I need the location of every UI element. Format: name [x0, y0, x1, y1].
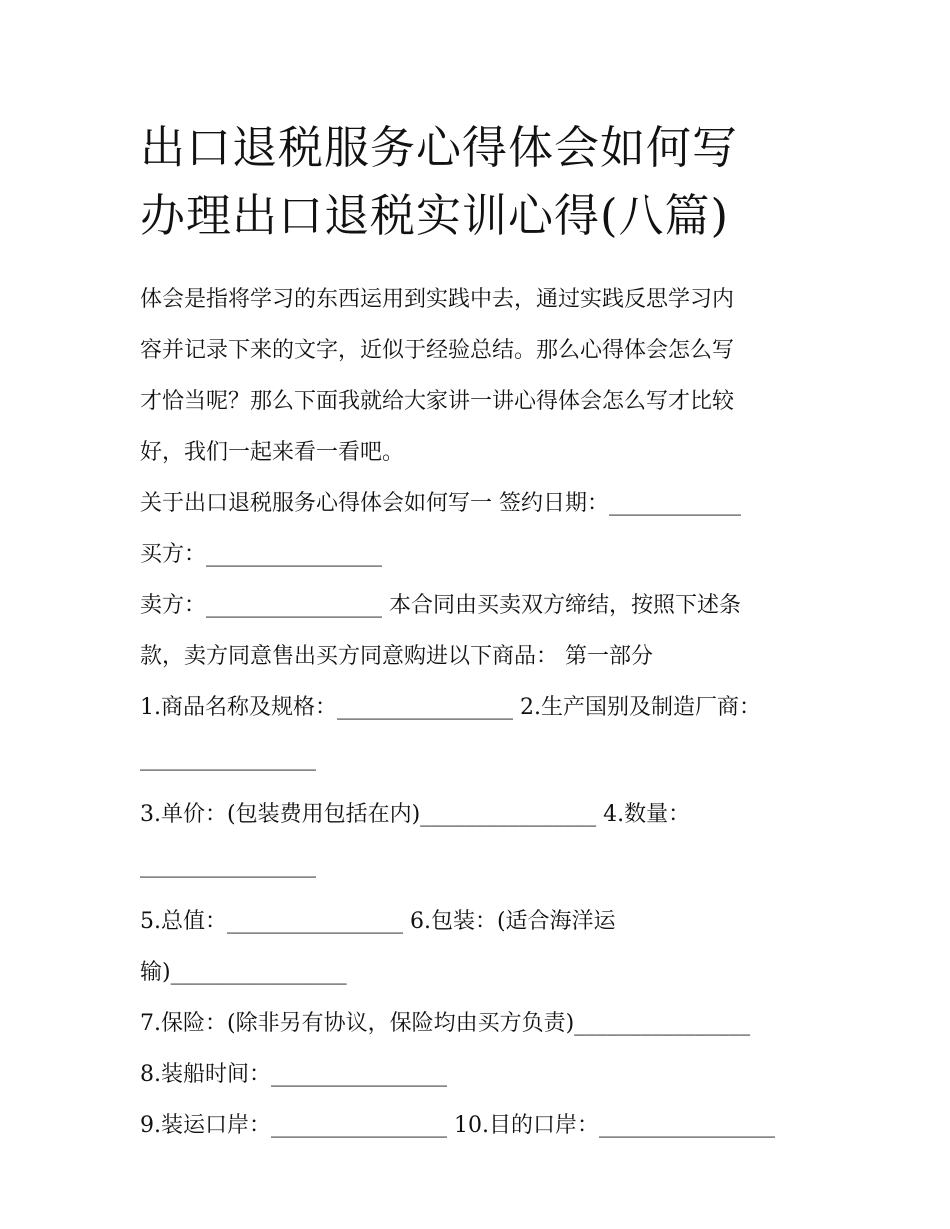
clause-line: 5.总值：________________ 6.包装：(适合海洋运	[140, 909, 616, 934]
clause-line: ________________	[140, 853, 316, 878]
paragraph-line: 体会是指将学习的东西运用到实践中去，通过实践反思学习内	[140, 287, 735, 312]
contract-heading-line: 关于出口退税服务心得体会如何写一 签约日期：____________	[140, 491, 741, 516]
document-title	[140, 114, 830, 250]
clause-line: ________________	[140, 746, 316, 771]
title-line-1: 出口退税服务心得体会如何写	[140, 121, 739, 174]
clause-line: 9.装运口岸：________________ 10.目的口岸：________________	[140, 1113, 775, 1138]
contract-intro-line: 款，卖方同意售出买方同意购进以下商品： 第一部分	[140, 644, 653, 669]
clause-line: 3.单价：(包装费用包括在内)________________ 4.数量：	[140, 802, 691, 827]
paragraph-line: 好，我们一起来看一看吧。	[140, 440, 405, 465]
buyer-line: 买方：________________	[140, 542, 383, 567]
title-line-2: 办理出口退税实训心得(八篇)	[140, 189, 730, 242]
clause-line: 1.商品名称及规格：________________ 2.生产国别及制造厂商：	[140, 695, 761, 720]
clause-line: 8.装船时间：________________	[140, 1062, 447, 1087]
clause-line: 输)________________	[140, 960, 347, 985]
paragraph-line: 容并记录下来的文字，近似于经验总结。那么心得体会怎么写	[140, 338, 735, 363]
paragraph-line: 才恰当呢？那么下面我就给大家讲一讲心得体会怎么写才比较	[140, 389, 735, 414]
document-body	[140, 274, 820, 1151]
seller-line: 卖方：________________ 本合同由买卖双方缔结，按照下述条	[140, 593, 741, 618]
clause-line: 7.保险：(除非另有协议，保险均由买方负责)________________	[140, 1011, 751, 1036]
